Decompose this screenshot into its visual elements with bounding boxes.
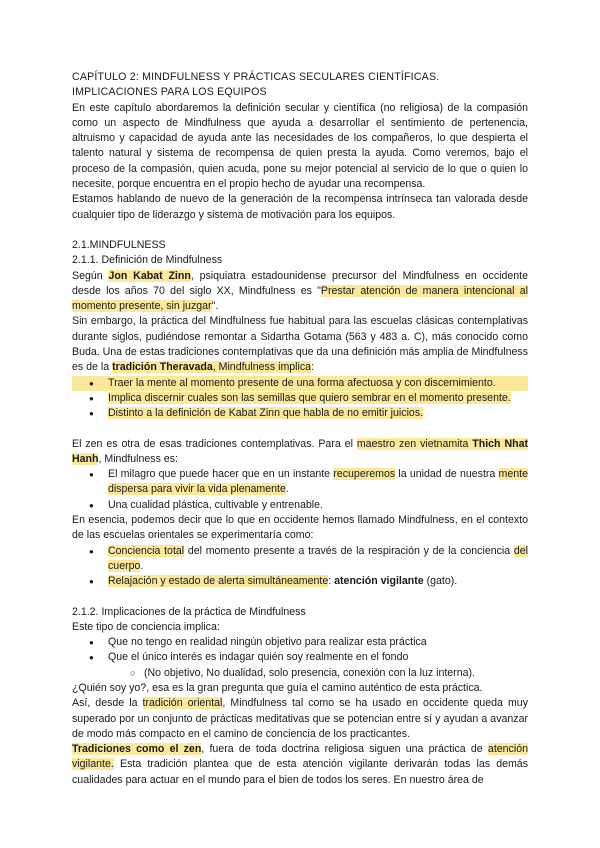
intro-paragraph-2: Estamos hablando de nuevo de la generación de la recompensa intrínseca tan valorada desde cualquier tipo de liderazgo y sistema de motivación para los equipos. — [72, 193, 528, 221]
definition-quote: Prestar atención de manera intencional al momento presente, sin juzgar — [72, 284, 528, 313]
oriental-paragraph: Así, desde la tradición oriental, Mindfulness tal como se ha usado en occidente queda muy superado por un conjunto de prácticas meditativas que se potencian entre sí y ayudan a avanzar de modo más compacto en el camino de conciencia de los practicantes. — [72, 697, 528, 740]
implications-list — [72, 635, 528, 681]
list-item: ● Que el único interés es indagar quién soy realmente en el fondo — [72, 650, 528, 665]
chapter-title-line2: IMPLICACIONES PARA LOS EQUIPOS — [72, 86, 267, 99]
text-column — [72, 70, 528, 788]
chapter-title — [72, 70, 528, 101]
theravada-term: tradición Theravada — [112, 361, 213, 374]
theravada-list — [72, 376, 528, 422]
sub-list-item: ○ (No objetivo, No dualidad, solo presencia, conexión con la luz interna). — [72, 666, 528, 681]
zen-list — [72, 467, 528, 513]
list-item: ● Relajación y estado de alerta simultáneamente: atención vigilante (gato). — [72, 574, 528, 589]
subsection-heading: 2.1.1. Definición de Mindfulness — [72, 254, 223, 267]
list-item: ● Traer la mente al momento presente de una forma afectuosa y con discernimiento. — [72, 376, 528, 391]
kabat-zinn-paragraph: Según Jon Kabat Zinn, psiquiatra estadounidense precursor del Mindfulness en occidente desde los años 70 del siglo XX, Mindfulness es "Prestar atención de manera intencional al momento presente, sin juzgar". — [72, 269, 528, 313]
essence-paragraph: En esencia, podemos decir que lo que en occidente hemos llamado Mindfulness, en el contexto de las escuelas orientales se experimentaría como: — [72, 514, 528, 542]
implies-term: Mindfulness implica — [218, 361, 312, 374]
list-item: ● Distinto a la definición de Kabat Zinn que habla de no emitir juicios. — [72, 406, 528, 421]
list-item: ● Conciencia total del momento presente a través de la respiración y de la conciencia del cuerpo. — [72, 544, 528, 575]
implications-lead: Este tipo de conciencia implica: — [72, 620, 220, 633]
chapter-title-line1: CAPÍTULO 2: MINDFULNESS Y PRÁCTICAS SECULARES CIENTÍFICAS. — [72, 71, 440, 83]
list-item: ● Una cualidad plástica, cultivable y entrenable. — [72, 498, 528, 513]
author-name: Jon Kabat Zinn — [108, 269, 191, 282]
intro-paragraph: En este capítulo abordaremos la definición secular y científica (no religiosa) de la compasión como un aspecto de Mindfulness que ayuda a desarrollar el sentimiento de pertenencia, altruismo y capacidad de ayuda ante las necesidades de los compañeros, lo que despierta el talento natural y sistema de recompensa de quien presta la ayuda. Como veremos, bajo el proceso de la compasión, quien acuda, pone su mejor potencial al servicio de lo que o quien lo necesite, porque encuentra en el propio hecho de ayudar una recompensa. — [72, 101, 528, 191]
list-item: ● El milagro que puede hacer que en un instante recuperemos la unidad de nuestra mente dispersa para vivir la vida plenamente. — [72, 467, 528, 498]
essence-list — [72, 544, 528, 590]
zen-traditions-paragraph: Tradiciones como el zen, fuera de toda doctrina religiosa siguen una práctica de atención vigilante. Esta tradición plantea que de esta atención vigilante derivarán todas las demás cualidades para actuar en el mundo para el bien de todos los seres. En nuestro área de — [72, 743, 528, 786]
subsection-heading: 2.1.2. Implicaciones de la práctica de Mindfulness — [72, 605, 306, 618]
list-item: ● Que no tengo en realidad ningún objetivo para realizar esta práctica — [72, 635, 528, 650]
question-paragraph: ¿Quién soy yo?, esa es la gran pregunta que guía el camino auténtico de esta práctica. — [72, 681, 483, 694]
theravada-paragraph: Sin embargo, la práctica del Mindfulness fue habitual para las escuelas clásicas contemplativas durante siglos, pudiéndose remontar a Sidartha Gotama (563 y 483 a. C), más conocido como Buda. Una de estas tradiciones contemplativas que da una definición más amplia de Mindfulness es de la tradición Theravada, Mindfulness implica: — [72, 315, 528, 374]
list-item: ● Implica discernir cuales son las semillas que quiero sembrar en el momento presente. — [72, 391, 528, 406]
section-heading: 2.1.MINDFULNESS — [72, 238, 166, 251]
zen-master-name: Thich Nhat Hanh — [72, 437, 528, 465]
zen-paragraph: El zen es otra de esas tradiciones contemplativas. Para el maestro zen vietnamita Thich Nhat Hanh, Mindfulness es: — [72, 437, 528, 465]
zen-master: maestro zen vietnamita — [356, 437, 473, 450]
